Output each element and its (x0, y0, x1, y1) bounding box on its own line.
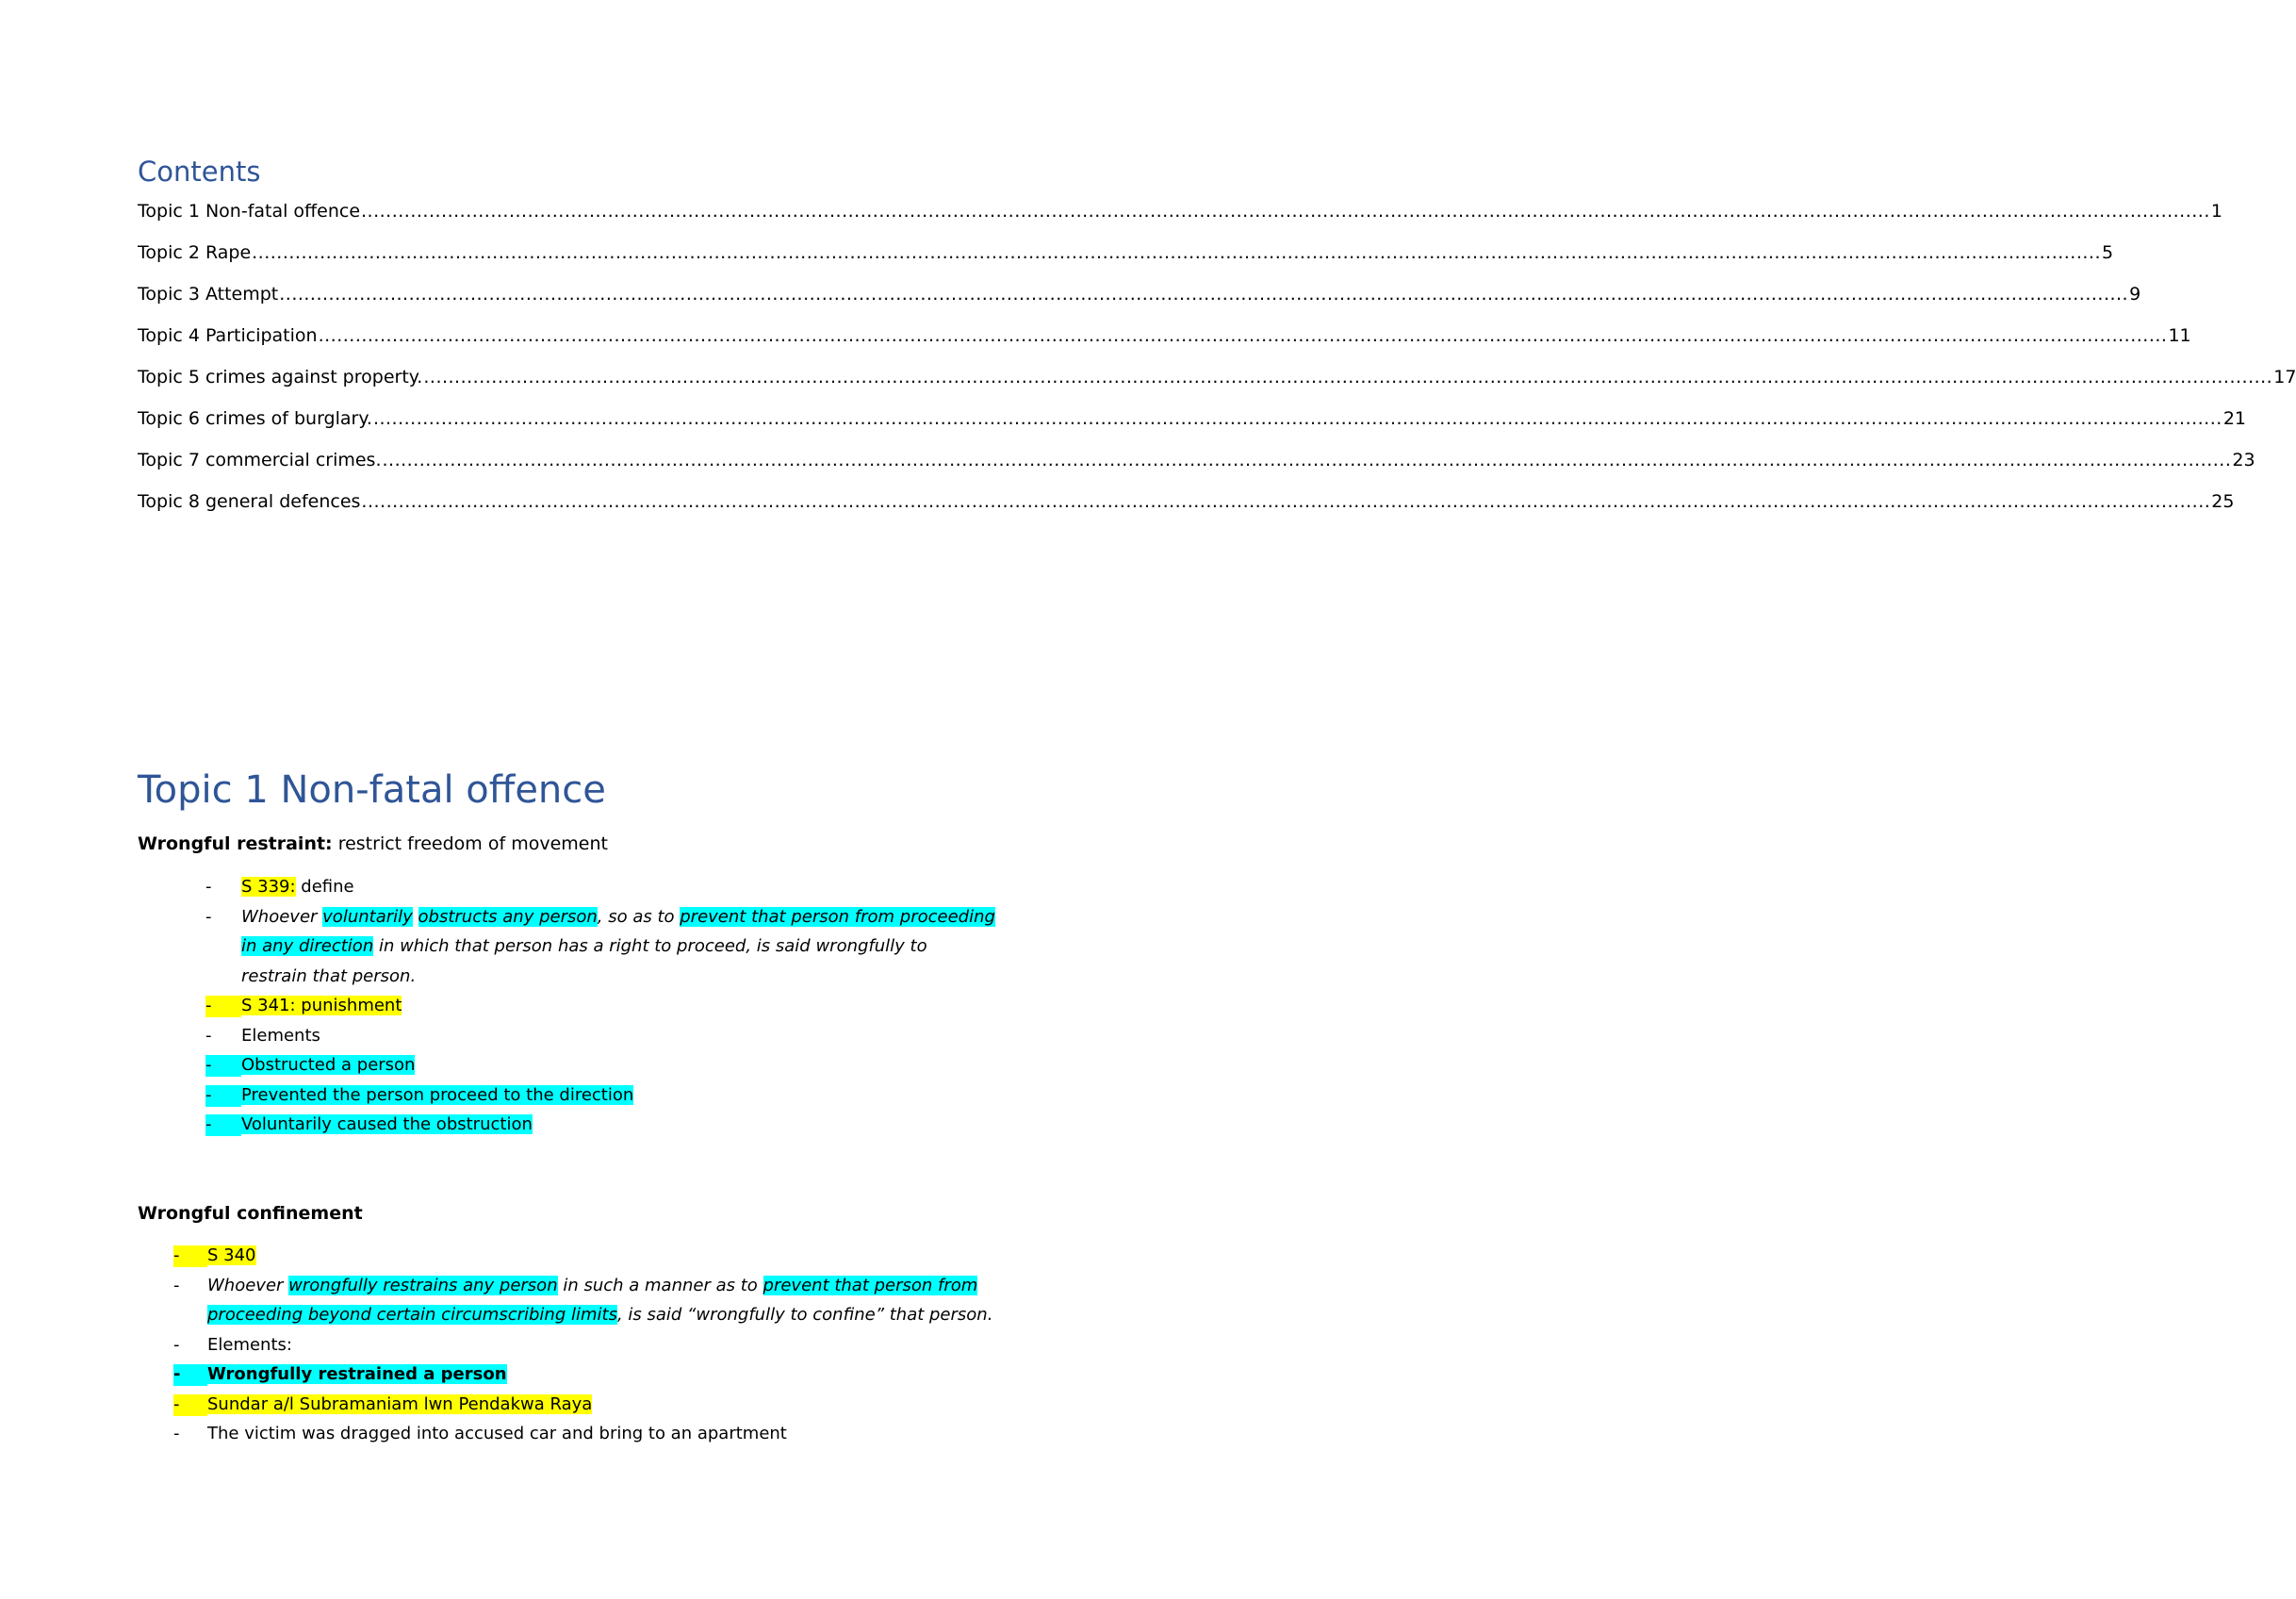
toc-entry-page: 1 (2210, 201, 2222, 222)
toc-leader-dots: ............................................................................................................................................................................................................................................................................................................ (252, 242, 2102, 263)
toc-entry-label: Topic 7 commercial crimes. (138, 450, 382, 470)
toc-leader-dots: ............................................................................................................................................................................................................................................................................................................ (382, 450, 2232, 470)
toc-leader-dots: ............................................................................................................................................................................................................................................................................................................ (318, 325, 2168, 346)
toc-entry-page: 17 (2273, 367, 2296, 387)
toc-entry-label: Topic 2 Rape (138, 242, 252, 263)
toc-entry-page: 23 (2232, 450, 2255, 470)
list-item: - Elements (205, 1025, 320, 1046)
toc-entry-page: 11 (2168, 325, 2191, 346)
toc-entry-page: 5 (2102, 242, 2114, 263)
list-item: - S 339: define (205, 877, 354, 897)
list-item: - Obstructed a person (205, 1055, 416, 1075)
toc-entry-page: 25 (2211, 491, 2235, 512)
wrongful-restraint-heading: Wrongful restraint: restrict freedom of movement (138, 833, 608, 854)
toc-entry[interactable] (138, 242, 2114, 284)
toc-entry-label: Topic 5 crimes against property. (138, 367, 423, 387)
toc-entry[interactable] (138, 367, 2296, 408)
toc-entry[interactable] (138, 450, 2255, 491)
toc-entry-page: 9 (2129, 284, 2141, 305)
toc-entry[interactable] (138, 491, 2235, 533)
contents-title: Contents (138, 156, 261, 188)
toc-entry[interactable] (138, 201, 2222, 242)
toc-entry-label: Topic 6 crimes of burglary. (138, 408, 372, 429)
list-item: - Voluntarily caused the obstruction (205, 1114, 533, 1134)
toc-entry-label: Topic 4 Participation (138, 325, 318, 346)
wrongful-confinement-list (173, 1241, 999, 1449)
toc-entry[interactable] (138, 284, 2141, 325)
toc-entry-page: 21 (2222, 408, 2246, 429)
wrongful-restraint-list (205, 872, 995, 1140)
toc-leader-dots: ............................................................................................................................................................................................................................................................................................................ (361, 491, 2211, 512)
toc-entry[interactable] (138, 325, 2191, 367)
list-item: - Prevented the person proceed to the direction (205, 1084, 634, 1105)
list-item: - Whoever wrongfully restrains any person in such a manner as to prevent that person from proceeding beyond certain circumscribing limits, is said “wrongfully to confine” that person. (173, 1275, 993, 1325)
table-of-contents (138, 201, 2296, 533)
toc-entry-label: Topic 3 Attempt (138, 284, 279, 305)
list-item: - S 340 (173, 1245, 256, 1265)
toc-leader-dots: ............................................................................................................................................................................................................................................................................................................ (423, 367, 2273, 387)
toc-leader-dots: ............................................................................................................................................................................................................................................................................................................ (361, 201, 2210, 222)
list-item: - S 341: punishment (205, 996, 402, 1015)
toc-entry-label: Topic 1 Non-fatal offence (138, 201, 361, 222)
list-item: - Whoever voluntarily obstructs any person, so as to prevent that person from proceeding in any direction in which that person has a right to proceed, is said wrongfully to restrain that person. (205, 906, 995, 986)
toc-entry[interactable] (138, 408, 2246, 450)
list-item: - The victim was dragged into accused car and bring to an apartment (173, 1424, 787, 1443)
toc-entry-label: Topic 8 general defences (138, 491, 361, 512)
wrongful-confinement-heading: Wrongful confinement (138, 1203, 363, 1224)
toc-leader-dots: ............................................................................................................................................................................................................................................................................................................ (279, 284, 2129, 305)
list-item: - Wrongfully restrained a person (173, 1364, 507, 1384)
topic-1-heading: Topic 1 Non-fatal offence (138, 768, 606, 812)
list-item: - Sundar a/l Subramaniam lwn Pendakwa Raya (173, 1393, 593, 1414)
list-item: - Elements: (173, 1334, 292, 1355)
toc-leader-dots: ............................................................................................................................................................................................................................................................................................................ (372, 408, 2222, 429)
